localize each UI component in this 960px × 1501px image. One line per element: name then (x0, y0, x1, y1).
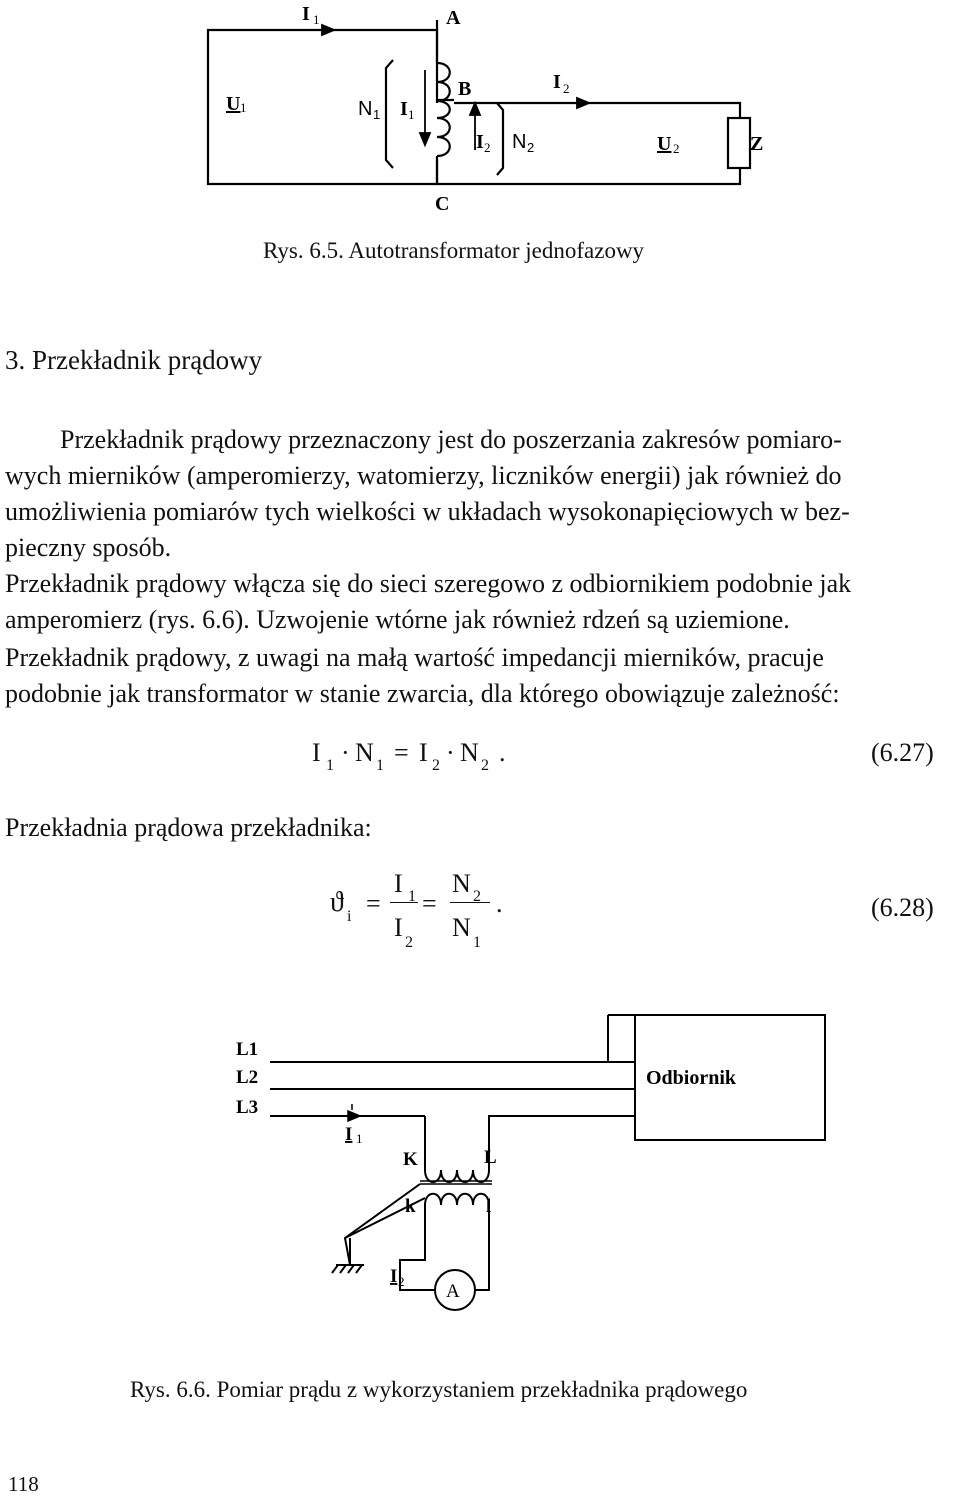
label-i2-sub: 2 (398, 1274, 405, 1289)
eq-sub: 2 (405, 934, 413, 951)
label-odbiornik: Odbiornik (646, 1067, 737, 1089)
eq-period: . (499, 738, 506, 767)
label-k-upper: K (403, 1149, 418, 1170)
label-i1-inner: I (400, 98, 408, 120)
eq-sub: 2 (473, 888, 481, 905)
paragraph-line: wych mierników (amperomierzy, watomierzy, liczników energii) jak również do (5, 461, 842, 490)
eq-sub: 2 (432, 757, 440, 774)
eq-sub: 1 (473, 934, 481, 951)
label-n2-sub: 2 (527, 140, 535, 155)
eq-equals: = (366, 889, 381, 918)
eq-sub: 1 (326, 757, 334, 774)
figure-caption: Rys. 6.5. Autotransformator jednofazowy (263, 238, 645, 263)
label-n1-sub: 1 (373, 107, 381, 122)
label-i2: I (476, 131, 484, 153)
eq-sub: 1 (408, 888, 416, 905)
eq-theta: ϑ (330, 887, 344, 918)
eq-equals: = (422, 889, 437, 918)
label-k-lower: k (405, 1196, 416, 1217)
eq-equals: = (394, 738, 409, 767)
label-z: Z (750, 133, 764, 155)
label-i1-sub: 1 (356, 1131, 363, 1146)
paragraph-line: Przekładnik prądowy, z uwagi na małą wartość impedancji mierników, pracuje (5, 643, 824, 672)
label-i2-top-sub: 2 (563, 81, 570, 96)
label-n2: N (512, 131, 527, 153)
label-i2-sub: 2 (484, 140, 491, 155)
label-u2: U (657, 133, 672, 155)
label-l-lower: l (486, 1196, 492, 1217)
paragraph-line: amperomierz (rys. 6.6). Uzwojenie wtórne jak również rdzeń są uziemione. (5, 605, 790, 634)
eq-numerator: I (394, 869, 403, 898)
eq-dot: · (341, 738, 350, 767)
paragraph-line: podobnie jak transformator w stanie zwarcia, dla którego obowiązuje zależność: (5, 679, 840, 708)
label-i1-inner-sub: 1 (408, 107, 415, 122)
eq-period: . (496, 889, 503, 918)
label-i1: I (345, 1124, 353, 1145)
label-l-upper: L (484, 1147, 497, 1168)
label-l1: L1 (236, 1039, 259, 1060)
label-l2: L2 (236, 1067, 259, 1088)
eq-denominator: I (394, 913, 403, 942)
label-u2-sub: 2 (673, 141, 680, 156)
label-i2-top: I (553, 71, 561, 93)
eq-dot: · (446, 738, 455, 767)
eq-term: N (355, 738, 374, 767)
label-i2: I (390, 1266, 398, 1287)
label-i1-top: I (302, 3, 310, 25)
label-u1-sub: 1 (240, 100, 247, 115)
section-heading: 3. Przekładnik prądowy (5, 345, 263, 375)
label-i1-top-sub: 1 (313, 12, 320, 27)
eq-term: N (460, 738, 479, 767)
figure-caption: Rys. 6.6. Pomiar prądu z wykorzystaniem przekładnika prądowego (130, 1377, 748, 1402)
eq-sub: i (347, 908, 352, 925)
eq-term: I (419, 738, 428, 767)
eq-sub: 1 (376, 757, 384, 774)
label-u1: U (226, 93, 241, 115)
page-number: 118 (8, 1472, 39, 1496)
eq-sub: 2 (481, 757, 489, 774)
equation-number: (6.27) (871, 738, 934, 767)
paragraph-line: pieczny sposób. (5, 533, 172, 562)
label-node-c: C (435, 193, 450, 215)
label-n1: N (358, 98, 373, 120)
eq-term: I (312, 738, 321, 767)
label-l3: L3 (236, 1097, 259, 1118)
label-node-b: B (458, 78, 472, 100)
ammeter-label: A (446, 1281, 460, 1302)
ratio-label: Przekładnia prądowa przekładnika: (5, 813, 372, 842)
label-node-a: A (446, 7, 461, 29)
equation-number: (6.28) (871, 893, 934, 922)
eq-denominator: N (452, 913, 471, 942)
paragraph-line: umożliwienia pomiarów tych wielkości w układach wysokonapięciowych w bez- (5, 497, 850, 526)
paragraph-line: Przekładnik prądowy włącza się do sieci szeregowo z odbiornikiem podobnie jak (5, 569, 852, 598)
paragraph-line: Przekładnik prądowy przeznaczony jest do poszerzania zakresów pomiaro- (60, 425, 842, 454)
eq-numerator: N (452, 869, 471, 898)
